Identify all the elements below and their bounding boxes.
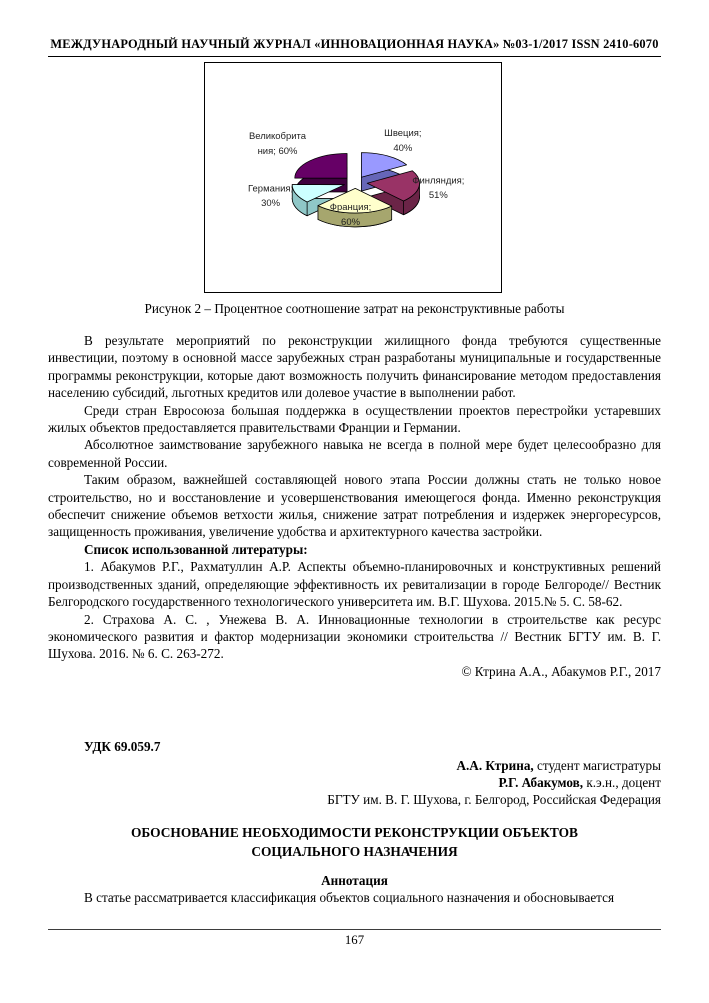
pie-slice-4 xyxy=(295,154,347,179)
annotation-heading: Аннотация xyxy=(321,872,388,888)
body-paragraph: Абсолютное заимствование зарубежного навыка не всегда в полной мере будет целесообразно для современной России. xyxy=(48,437,661,470)
references-heading: Список использованной литературы: xyxy=(84,541,308,557)
pie-label-1-line-0: Финляндия; xyxy=(412,175,465,187)
author-line xyxy=(48,774,661,791)
pie-label-4-line-0: Великобрита xyxy=(248,131,307,142)
figure-caption: Рисунок 2 – Процентное соотношение затрат на реконструктивные работы xyxy=(144,301,565,316)
annotation-first-line: В статье рассматривается классификация объектов социального назначения и обосновывается xyxy=(84,890,615,906)
reference-item: 2. Страхова А. С. , Унежева В. А. Инновационные технологии в строительстве как ресурс экономического развития и фактор модернизации экономики строительства // Вестник БГТУ им. В. Г. Шухова. 2016. № 6. С. 263-272. xyxy=(48,611,661,662)
pie-chart-svg xyxy=(207,64,499,289)
pie-label-2-line-1: 60% xyxy=(341,216,361,228)
next-article-header xyxy=(48,738,661,906)
journal-header: МЕЖДУНАРОДНЫЙ НАУЧНЫЙ ЖУРНАЛ «ИННОВАЦИОННАЯ НАУКА» №03-1/2017 ISSN 2410-6070 xyxy=(50,37,659,51)
body-paragraph: В результате мероприятий по реконструкции жилищного фонда требуются существенные инвестиции, поэтому в основной массе зарубежных стран разработаны муниципальные и государственные программы реконструкции, которые дают возможность получить финансирование методом предоставления населению субсидий, льготных кредитов или долевое участие в выполнении работ. xyxy=(48,333,661,401)
udc-code: УДК 69.059.7 xyxy=(84,739,161,755)
pie-label-0-line-1: 40% xyxy=(393,142,413,154)
footer-rule xyxy=(48,929,661,930)
body-paragraph: Среди стран Евросоюза большая поддержка в осуществлении проектов перестройки устаревших жилых объектов предоставляется правительствами Франции и Германии. xyxy=(48,402,661,436)
pie-label-3-line-0: Германия; xyxy=(248,183,294,195)
article-title xyxy=(48,823,661,861)
pie-label-4-line-1: ния; 60% xyxy=(257,145,298,157)
author-block xyxy=(48,757,661,809)
pie-label-0-line-0: Швеция; xyxy=(384,128,422,140)
copyright-line: © Ктрина А.А., Абакумов Р.Г., 2017 xyxy=(461,663,661,679)
pie-label-3-line-1: 30% xyxy=(261,198,281,210)
header-rule xyxy=(48,56,661,57)
page-number: 167 xyxy=(344,933,365,947)
affiliation-line: БГТУ им. В. Г. Шухова, г. Белгород, Российская Федерация xyxy=(327,792,661,808)
figure-box xyxy=(204,62,502,293)
author-name: А.А. Ктрина, xyxy=(456,757,534,773)
article-body xyxy=(48,332,661,907)
author-line xyxy=(48,757,661,774)
pie-label-2-line-0: Франция; xyxy=(329,202,372,214)
article-title-line-2: СОЦИАЛЬНОГО НАЗНАЧЕНИЯ xyxy=(251,843,458,859)
article-title-line-1: ОБОСНОВАНИЕ НЕОБХОДИМОСТИ РЕКОНСТРУКЦИИ ОБЪЕКТОВ xyxy=(130,824,578,840)
pie-label-1-line-1: 51% xyxy=(428,190,448,202)
author-role: к.э.н., доцент xyxy=(586,774,661,790)
author-name: Р.Г. Абакумов, xyxy=(498,774,584,790)
author-role: студент магистратуры xyxy=(537,757,661,773)
reference-item: 1. Абакумов Р.Г., Рахматуллин А.Р. Аспекты объемно-планировочных и конструктивных решений производственных зданий, определяющие эффективность их ревитализации в городе Белгороде// Вестник Белгородского государственного технологического университета им. В.Г. Шухова. 2015.№ 5. С. 58-62. xyxy=(48,559,661,610)
body-paragraph: Таким образом, важнейшей составляющей нового этапа России должны стать не только новое строительство, но и восстановление и усовершенствования имеющегося фонда. Именно реконструкция обеспечит снижение объемов ветхости жилья, снижение затрат потребления и издержек энергоресурсов, защищенность проживания, увеличение удобства и архитектурного качества застройки. xyxy=(48,472,661,540)
